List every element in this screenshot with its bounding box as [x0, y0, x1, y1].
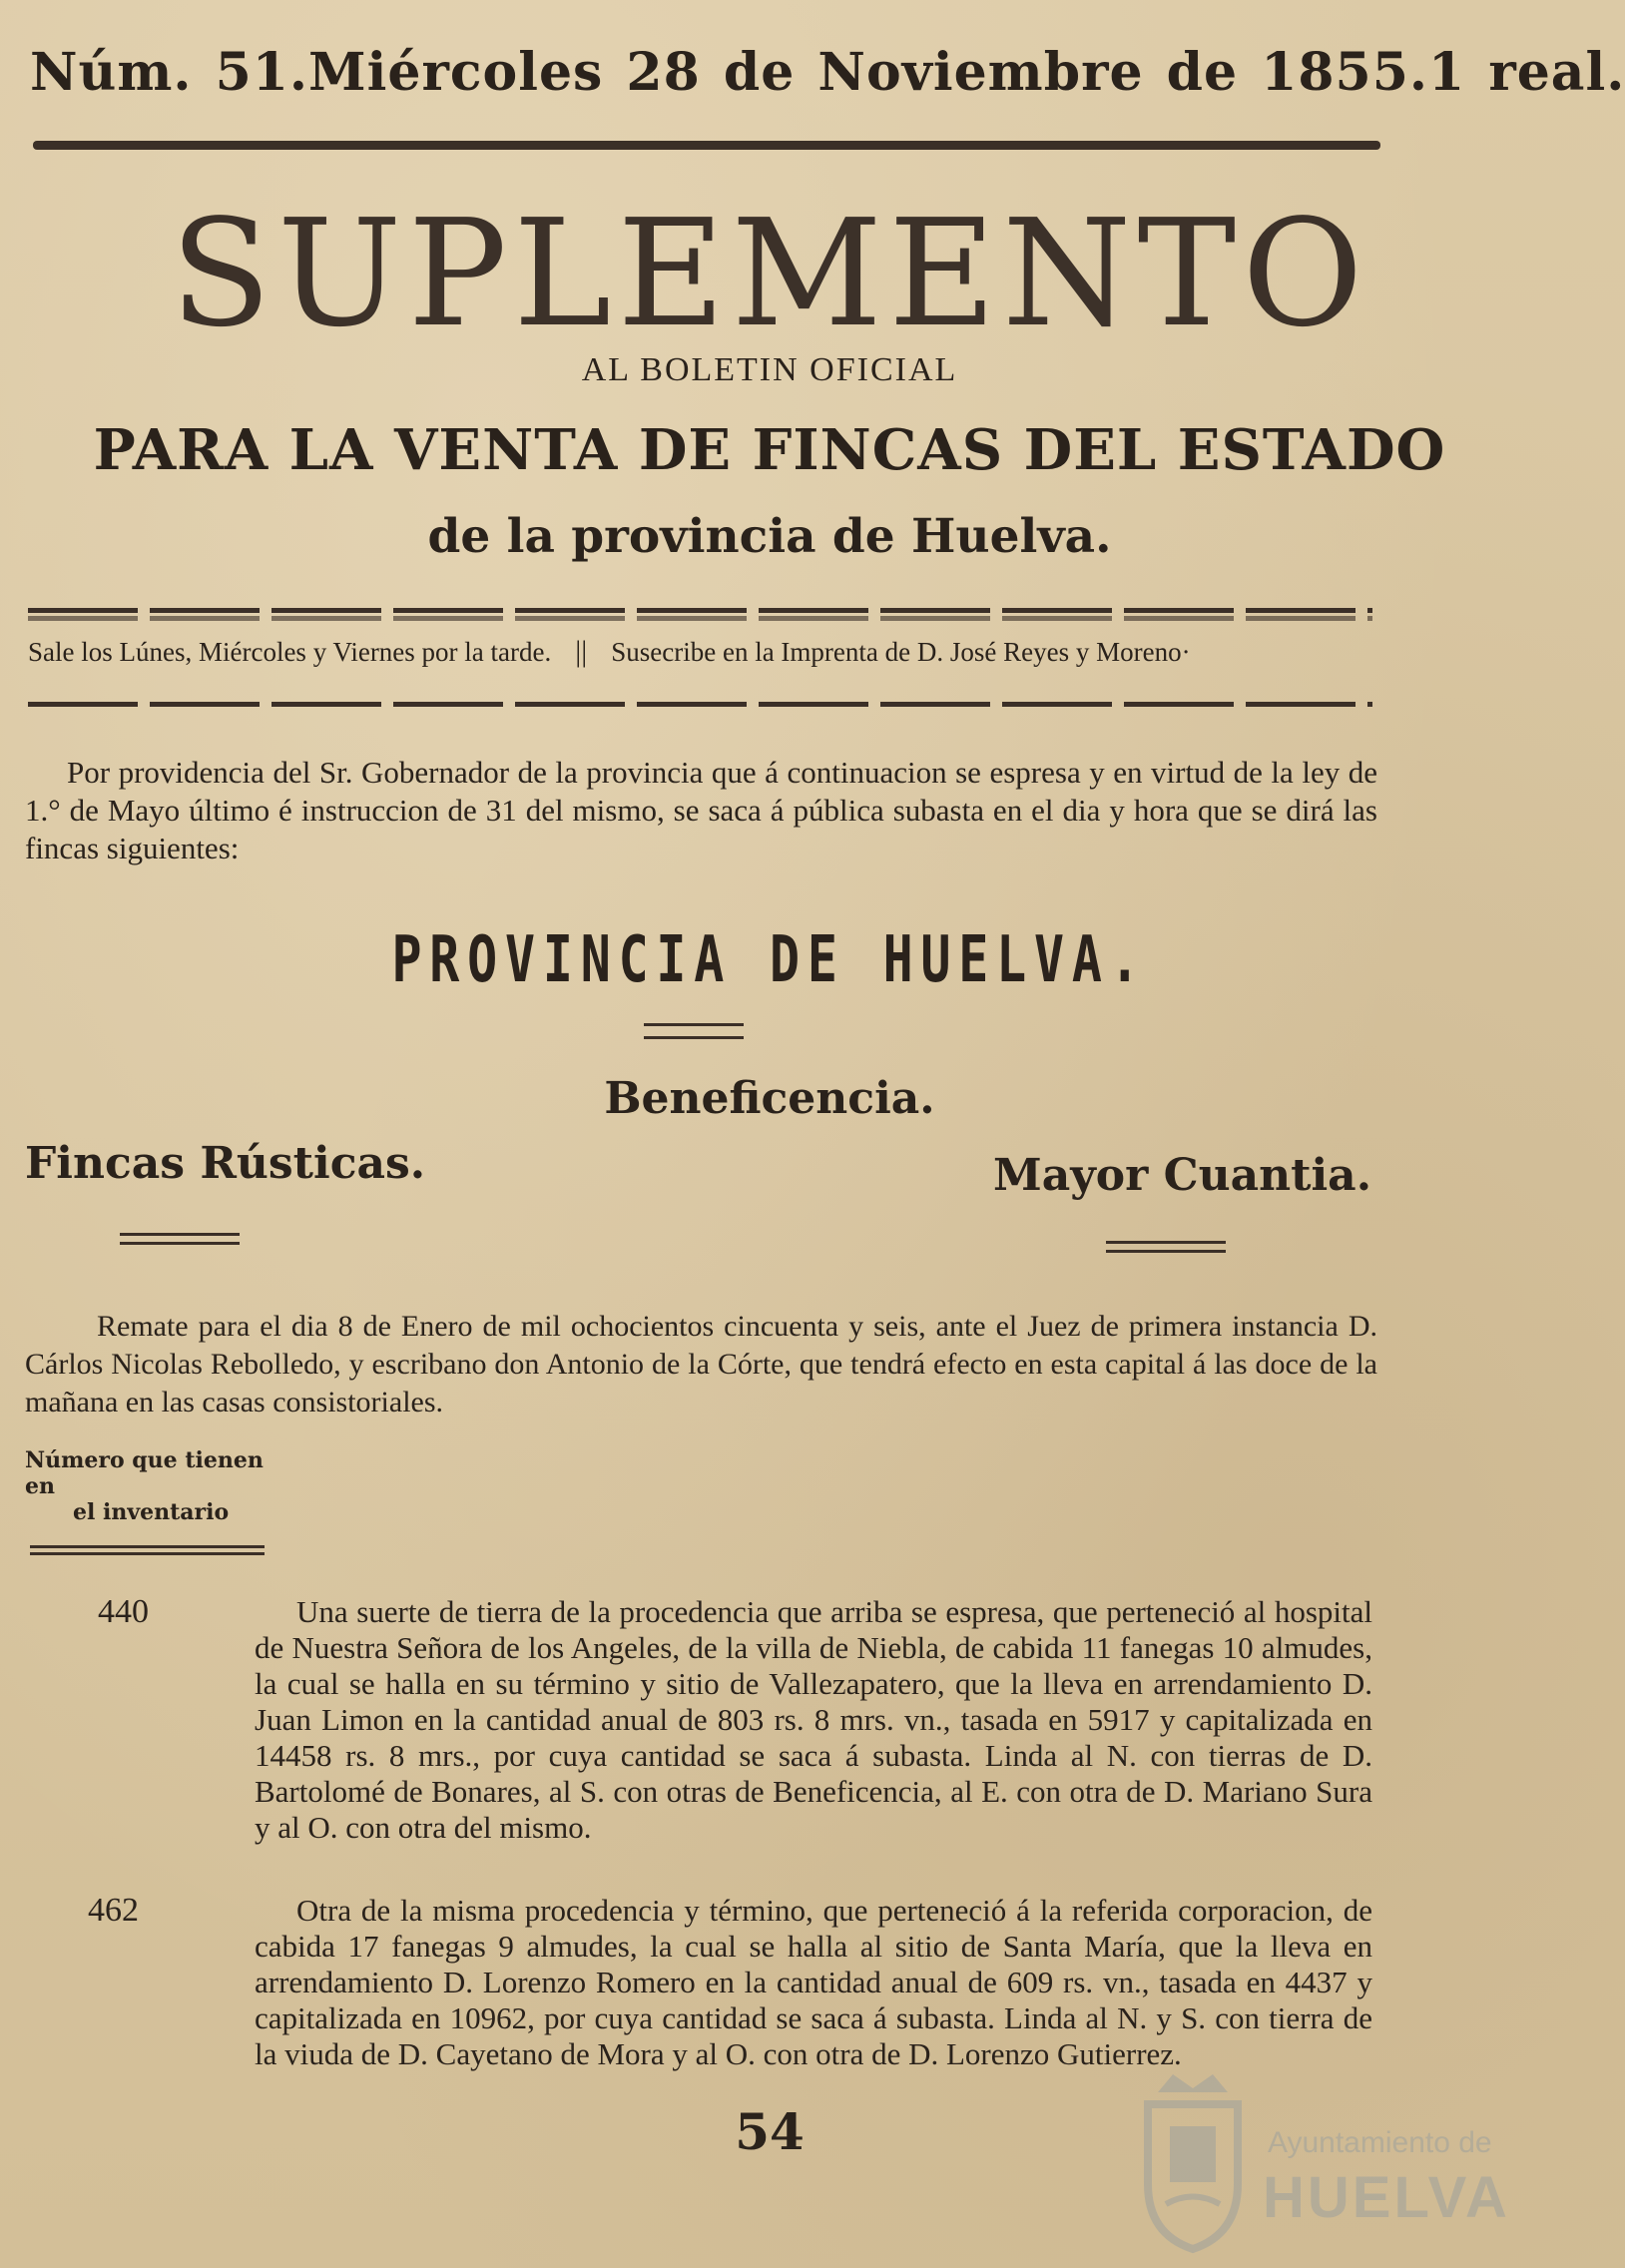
issue-price: 1 real. [1428, 42, 1625, 103]
masthead [30, 42, 1625, 103]
section-left-heading: Fincas Rústicas. [25, 1138, 426, 1189]
entry-text: Otra de la misma procedencia y término, que perteneció á la referida corporacion, de cabida 17 fanegas 9 almudes, la cual se halla al sitio de Santa María, que la lleva en arrendamiento D. Lorenzo Romero en la cantidad anual de 609 rs. vn., tasada en 4437 y capitalizada en 10962, por cuya cantidad se saca á subasta. Linda al N. y S. con tierra de la viuda de D. Cayetano de Mora y al O. con otra de D. Lorenzo Gutierrez. [255, 1893, 1372, 2071]
right-divider [1106, 1241, 1226, 1253]
intro-paragraph: Por providencia del Sr. Gobernador de la provincia que á continuacion se espresa y en virtud de la ley de 1.° de Mayo último é instruccion de 31 del mismo, se saca á pública subasta en el dia y hora que se dirá las fincas siguientes: [25, 755, 1377, 865]
column-header-line-2: el inventario [73, 1499, 230, 1525]
remate-paragraph: Remate para el dia 8 de Enero de mil ochocientos cincuenta y seis, ante el Juez de primera instancia D. Cárlos Nicolas Rebolledo, y escribano don Antonio de la Córte, que tendrá efecto en esta capital á las doce de la mañana en las casas consistoriales. [25, 1310, 1377, 1418]
issue-number: Núm. 51. [30, 42, 309, 103]
inventory-column-header [25, 1447, 294, 1525]
masthead-rule [33, 141, 1380, 150]
left-divider [120, 1233, 240, 1245]
page-title: SUPLEMENTO [170, 188, 1369, 359]
watermark [1128, 2064, 1527, 2254]
subscription-text: Susecribe en la Imprenta de D. José Reyes y Moreno· [611, 636, 1191, 667]
entry-number: 462 [88, 1892, 139, 1929]
section-category: Beneficencia. [604, 1073, 935, 1124]
entry-number: 440 [98, 1593, 149, 1630]
section-right-heading: Mayor Cuantia. [993, 1150, 1372, 1201]
info-rule-top [28, 608, 1372, 613]
column-header-line-1: Número que tienen en [25, 1447, 264, 1499]
page-subtitle: AL BOLETIN OFICIAL [581, 351, 958, 388]
page-number: 54 [735, 2102, 805, 2161]
page-subhead: PARA LA VENTA DE FINCAS DEL ESTADO [93, 417, 1446, 483]
entry-text: Una suerte de tierra de la procedencia que arriba se espresa, que perteneció al hospital de Nuestra Señora de los Angeles, de la villa de Niebla, de cabida 11 fanegas 10 almudes, la cual se halla en su término y sitio de Vallezapatero, que la lleva en arrendamiento D. Juan Limon en la cantidad anual de 803 rs. 8 mrs. vn., tasada en 5917 y capitalizada en 14458 rs. 8 mrs., por cuya cantidad se saca á subasta. Linda al N. con tierras de D. Bartolomé de Bonares, al S. con otras de Beneficencia, al E. con otra de D. Mariano Sura y al O. con otra del mismo. [255, 1594, 1372, 1845]
section-province: PROVINCIA DE HUELVA. [391, 923, 1148, 997]
watermark-line-2: HUELVA [1263, 2165, 1510, 2230]
watermark-line-1: Ayuntamiento de [1268, 2126, 1492, 2159]
section-divider [644, 1023, 744, 1039]
schedule-text: Sale los Lúnes, Miércoles y Viernes por la tarde. [28, 636, 552, 667]
info-rule-top-2 [28, 616, 1372, 621]
issue-date: Miércoles 28 de Noviembre de 1855. [308, 42, 1429, 103]
province-line: de la provincia de Huelva. [427, 509, 1112, 564]
crest-icon [1128, 2064, 1258, 2254]
info-bar [28, 635, 1375, 669]
column-header-rule [30, 1545, 265, 1555]
info-separator: || [575, 635, 588, 668]
info-rule-bottom [28, 702, 1372, 707]
